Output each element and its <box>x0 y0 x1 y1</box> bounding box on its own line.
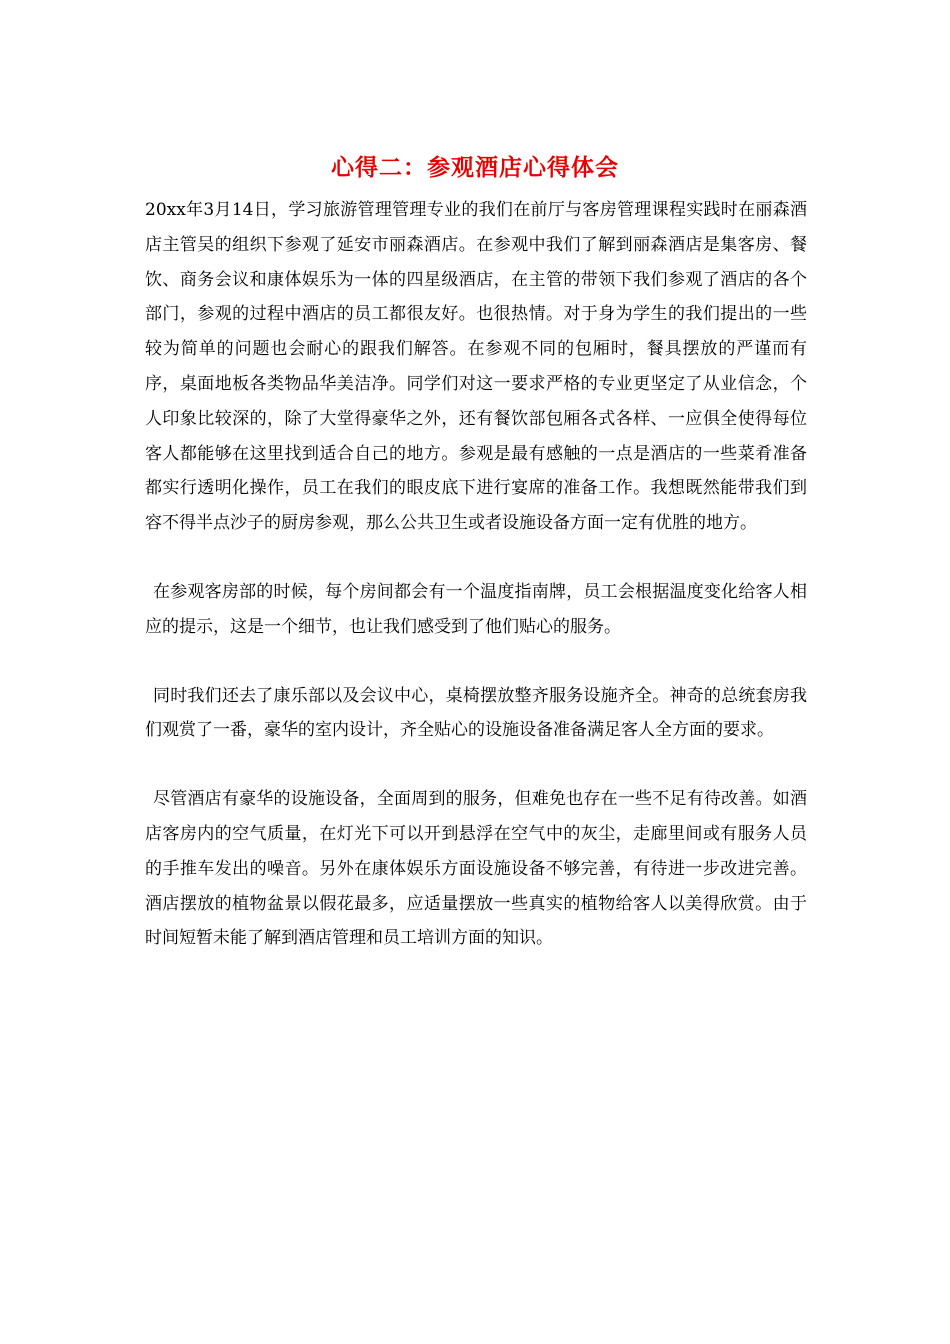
paragraph-1: 20xx年3月14日，学习旅游管理管理专业的我们在前厅与客房管理课程实践时在丽森酒店主管吴的组织下参观了延安市丽森酒店。在参观中我们了解到丽森酒店是集客房、餐饮、商务会议和康体娱乐为一体的四星级酒店，在主管的带领下我们参观了酒店的各个部门，参观的过程中酒店的员工都很友好。也很热情。对于身为学生的我们提出的一些较为简单的问题也会耐心的跟我们解答。在参观不同的包厢时，餐具摆放的严谨而有序，桌面地板各类物品华美洁净。同学们对这一要求严格的专业更坚定了从业信念，个人印象比较深的，除了大堂得豪华之外，还有餐饮部包厢各式各样、一应俱全使得每位客人都能够在这里找到适合自己的地方。参观是最有感触的一点是酒店的一些菜肴准备都实行透明化操作，员工在我们的眼皮底下进行宴席的准备工作。我想既然能带我们到容不得半点沙子的厨房参观，那么公共卫生或者设施设备方面一定有优胜的地方。 <box>145 200 807 534</box>
document-title: 心得二：参观酒店心得体会 <box>331 154 619 181</box>
paragraph-4: 尽管酒店有豪华的设施设备，全面周到的服务，但难免也存在一些不足有待改善。如酒店客房内的空气质量，在灯光下可以开到悬浮在空气中的灰尘，走廊里间或有服务人员的手推车发出的噪音。另外在康体娱乐方面设施设备不够完善，有待进一步改进完善。酒店摆放的植物盆景以假花最多，应适量摆放一些真实的植物给客人以美得欣赏。由于时间短暂未能了解到酒店管理和员工培训方面的知识。 <box>145 789 807 949</box>
paragraph-spacer <box>145 645 807 679</box>
paragraph-2: 在参观客房部的时候，每个房间都会有一个温度指南牌，员工会根据温度变化给客人相应的提示，这是一个细节，也让我们感受到了他们贴心的服务。 <box>145 581 807 637</box>
paragraph-spacer <box>145 748 807 782</box>
document-body <box>145 193 807 956</box>
paragraph-spacer <box>145 541 807 575</box>
paragraph-3: 同时我们还去了康乐部以及会议中心，桌椅摆放整齐服务设施齐全。神奇的总统套房我们观赏了一番，豪华的室内设计，齐全贴心的设施设备准备满足客人全方面的要求。 <box>145 685 807 741</box>
